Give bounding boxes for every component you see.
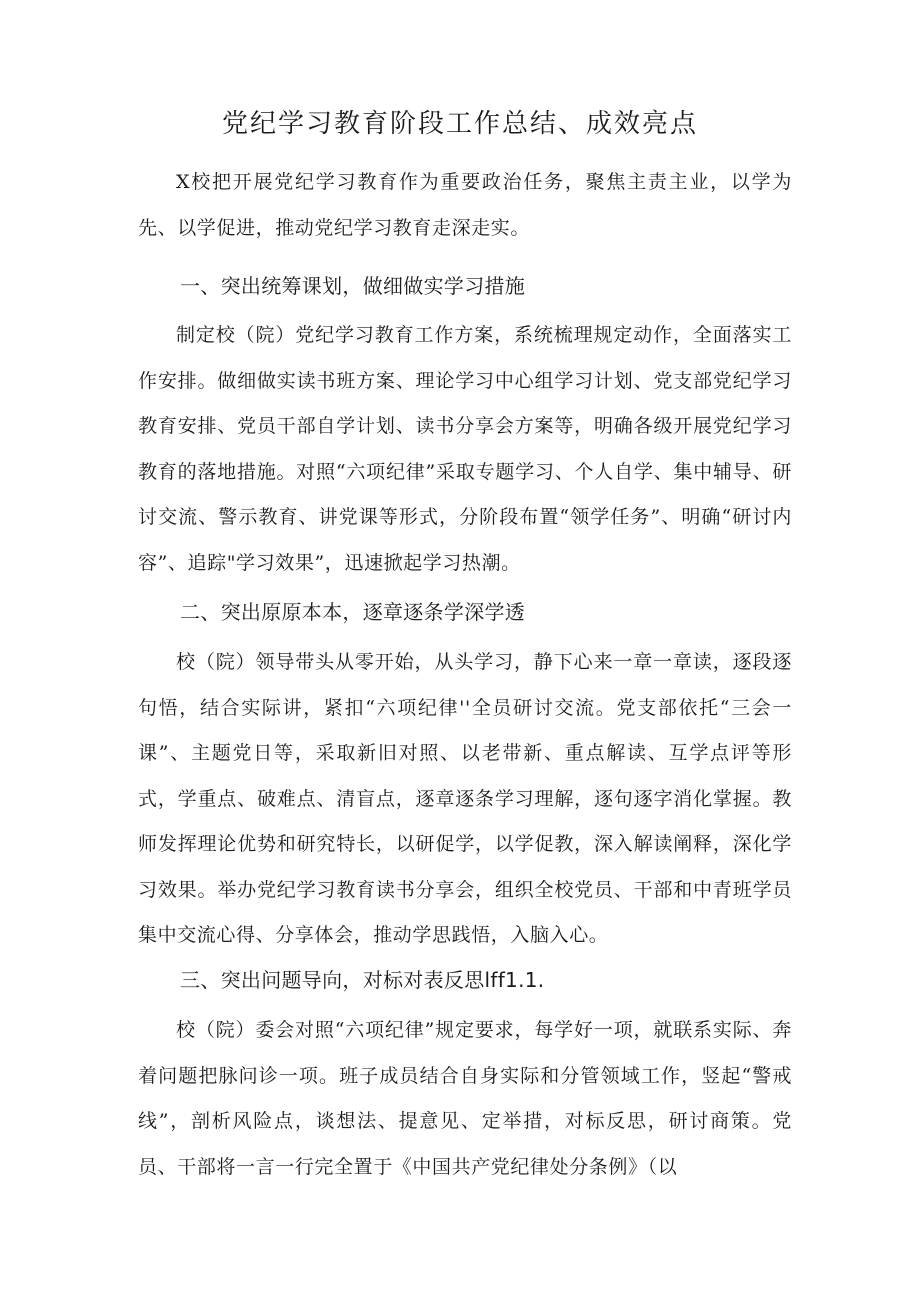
document-title: 党纪学习教育阶段工作总结、成效亮点 bbox=[221, 109, 698, 139]
intro-paragraph: X校把开展党纪学习教育作为重要政治任务，聚焦主责主业，以学为先、以学促进，推动党纪学习教育走深走实。 bbox=[138, 171, 792, 239]
section-heading-1: 一、突出统筹课划，做细做实学习措施 bbox=[180, 274, 526, 298]
section-heading-3: 三、突出问题导向，对标对表反思lff1.1. bbox=[180, 968, 545, 992]
section-heading-2: 二、突出原原本本，逐章逐条学深学透 bbox=[180, 600, 526, 624]
section-paragraph-1: 制定校（院）党纪学习教育工作方案，系统梳理规定动作，全面落实工作安排。做细做实读书班方案、理论学习中心组学习计划、党支部党纪学习教育安排、党员干部自学计划、读书分享会方案等，明确各级开展党纪学习教育的落地措施。对照“六项纪律”采取专题学习、个人自学、集中辅导、研讨交流、警示教育、讲党课等形式，分阶段布置“领学任务”、明确“研讨内容”、追踪"学习效果”，迅速掀起学习热潮。 bbox=[138, 324, 792, 574]
section-paragraph-2: 校（院）领导带头从零开始，从头学习，静下心来一章一章读，逐段逐句悟，结合实际讲，紧扣“六项纪律''全员研讨交流。党支部依托“三会一课”、主题党日等，采取新旧对照、以老带新、重点解读、互学点评等形式，学重点、破难点、清盲点，逐章逐条学习理解，逐句逐字消化掌握。教师发挥理论优势和研究特长，以研促学，以学促教，深入解读阐释，深化学习效果。举办党纪学习教育读书分享会，组织全校党员、干部和中青班学员集中交流心得、分享体会，推动学思践悟，入脑入心。 bbox=[138, 651, 792, 946]
section-paragraph-3: 校（院）委会对照“六项纪律”规定要求，每学好一项，就联系实际、奔着问题把脉问诊一项。班子成员结合自身实际和分管领域工作，竖起“警戒线”，剖析风险点，谈想法、提意见、定举措，对标反思，研讨商策。党员、干部将一言一行完全置于《中国共产党纪律处分条例》（以 bbox=[138, 1019, 792, 1178]
